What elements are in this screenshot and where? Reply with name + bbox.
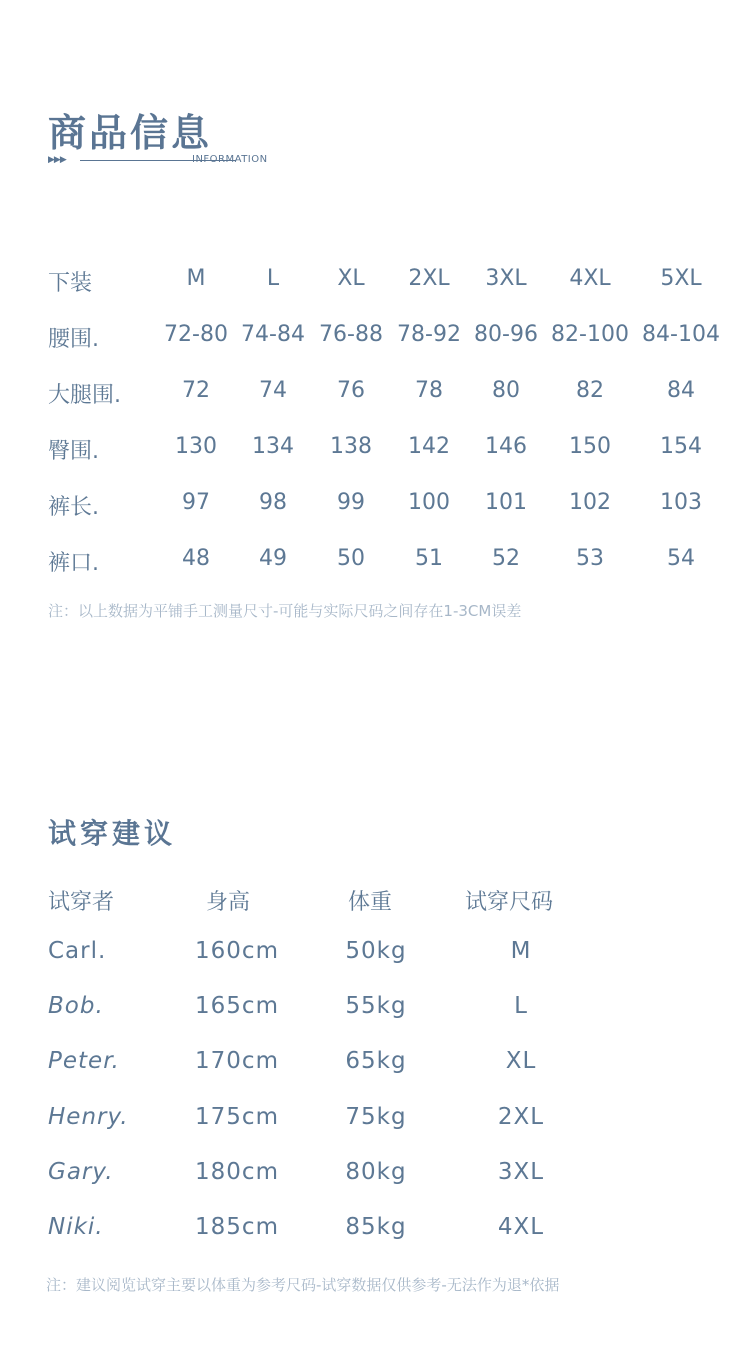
size-header-cell: L bbox=[266, 266, 280, 291]
information-subtitle bbox=[48, 152, 288, 168]
fitting-row bbox=[0, 1048, 750, 1088]
tester-height: 185cm bbox=[195, 1214, 279, 1240]
tester-size: 2XL bbox=[497, 1104, 545, 1130]
table-cell: 84 bbox=[667, 378, 695, 403]
row-label: 裤口. bbox=[48, 551, 99, 576]
fitting-header-row bbox=[0, 885, 750, 925]
table-cell: 101 bbox=[485, 490, 527, 515]
header-cell: 试穿尺码 bbox=[465, 890, 554, 915]
tester-name: Peter. bbox=[48, 1048, 120, 1074]
table-cell: 97 bbox=[182, 490, 210, 515]
size-header-cell: 4XL bbox=[569, 266, 611, 291]
table-cell: 52 bbox=[492, 546, 520, 571]
row-label: 臀围. bbox=[48, 439, 99, 464]
fitting-row bbox=[0, 993, 750, 1033]
tester-name: Gary. bbox=[48, 1159, 114, 1185]
row-label: 大腿围. bbox=[48, 383, 121, 408]
tester-weight: 80kg bbox=[345, 1159, 407, 1185]
measurement-row-length bbox=[0, 490, 750, 530]
size-header-cell: 2XL bbox=[408, 266, 450, 291]
table-cell: 53 bbox=[576, 546, 604, 571]
fitting-row bbox=[0, 1104, 750, 1144]
header-cell: 试穿者 bbox=[48, 890, 115, 915]
table-cell: 82 bbox=[576, 378, 604, 403]
tester-size: L bbox=[514, 993, 528, 1019]
triple-arrow-icon: ▶▶▶ bbox=[48, 155, 66, 165]
fitting-row bbox=[0, 938, 750, 978]
table-cell: 80-96 bbox=[474, 322, 538, 347]
table-cell: 142 bbox=[408, 434, 450, 459]
table-cell: 102 bbox=[569, 490, 611, 515]
size-header-cell: 3XL bbox=[485, 266, 527, 291]
tester-weight: 85kg bbox=[345, 1214, 407, 1240]
measurement-note: 注：以上数据为平铺手工测量尺寸-可能与实际尺码之间存在1-3CM误差 bbox=[48, 602, 522, 620]
table-cell: 74 bbox=[259, 378, 287, 403]
tester-height: 170cm bbox=[195, 1048, 279, 1074]
header-cell: 身高 bbox=[206, 890, 251, 915]
tester-height: 165cm bbox=[195, 993, 279, 1019]
table-cell: 130 bbox=[175, 434, 217, 459]
table-cell: 138 bbox=[330, 434, 372, 459]
measurement-row-hem bbox=[0, 546, 750, 586]
tester-name: Bob. bbox=[48, 993, 104, 1019]
table-cell: 103 bbox=[660, 490, 702, 515]
table-cell: 100 bbox=[408, 490, 450, 515]
table-cell: 48 bbox=[182, 546, 210, 571]
table-cell: 51 bbox=[415, 546, 443, 571]
table-cell: 154 bbox=[660, 434, 702, 459]
table-cell: 49 bbox=[259, 546, 287, 571]
tester-size: 4XL bbox=[497, 1214, 545, 1240]
tester-height: 160cm bbox=[195, 938, 279, 964]
tester-weight: 65kg bbox=[345, 1048, 407, 1074]
table-cell: 76-88 bbox=[319, 322, 383, 347]
table-cell: 98 bbox=[259, 490, 287, 515]
size-header-row bbox=[0, 266, 750, 306]
measurement-row-waist bbox=[0, 322, 750, 362]
fitting-row bbox=[0, 1214, 750, 1254]
table-cell: 80 bbox=[492, 378, 520, 403]
table-cell: 72-80 bbox=[164, 322, 228, 347]
tester-size: M bbox=[510, 938, 532, 964]
size-header-cell: 5XL bbox=[660, 266, 702, 291]
measurement-row-thigh bbox=[0, 378, 750, 418]
table-cell: 84-104 bbox=[642, 322, 720, 347]
tester-name: Carl. bbox=[48, 938, 107, 964]
tester-weight: 50kg bbox=[345, 938, 407, 964]
table-cell: 78-92 bbox=[397, 322, 461, 347]
measurement-row-hip bbox=[0, 434, 750, 474]
table-cell: 76 bbox=[337, 378, 365, 403]
table-cell: 74-84 bbox=[241, 322, 305, 347]
tester-name: Niki. bbox=[48, 1214, 104, 1240]
table-cell: 146 bbox=[485, 434, 527, 459]
row-label: 裤长. bbox=[48, 495, 99, 520]
tester-size: 3XL bbox=[497, 1159, 545, 1185]
table-cell: 72 bbox=[182, 378, 210, 403]
tester-weight: 75kg bbox=[345, 1104, 407, 1130]
section-title-info: 商品信息 bbox=[48, 111, 213, 155]
table-cell: 50 bbox=[337, 546, 365, 571]
tester-name: Henry. bbox=[48, 1104, 129, 1130]
fitting-note: 注：建议阅览试穿主要以体重为参考尺码-试穿数据仅供参考-无法作为退*依据 bbox=[46, 1276, 560, 1294]
table-cell: 99 bbox=[337, 490, 365, 515]
size-header-cell: M bbox=[186, 266, 206, 291]
table-cell: 134 bbox=[252, 434, 294, 459]
tester-size: XL bbox=[505, 1048, 537, 1074]
table-cell: 78 bbox=[415, 378, 443, 403]
table-cell: 54 bbox=[667, 546, 695, 571]
fitting-row bbox=[0, 1159, 750, 1199]
header-cell: 体重 bbox=[348, 890, 393, 915]
table-cell: 150 bbox=[569, 434, 611, 459]
tester-height: 175cm bbox=[195, 1104, 279, 1130]
row-label: 腰围. bbox=[48, 327, 99, 352]
size-header-label: 下装 bbox=[48, 271, 93, 296]
information-label: INFORMATION bbox=[192, 154, 268, 165]
section-title-fitting: 试穿建议 bbox=[48, 817, 177, 850]
size-header-cell: XL bbox=[337, 266, 365, 291]
tester-height: 180cm bbox=[195, 1159, 279, 1185]
table-cell: 82-100 bbox=[551, 322, 629, 347]
tester-weight: 55kg bbox=[345, 993, 407, 1019]
